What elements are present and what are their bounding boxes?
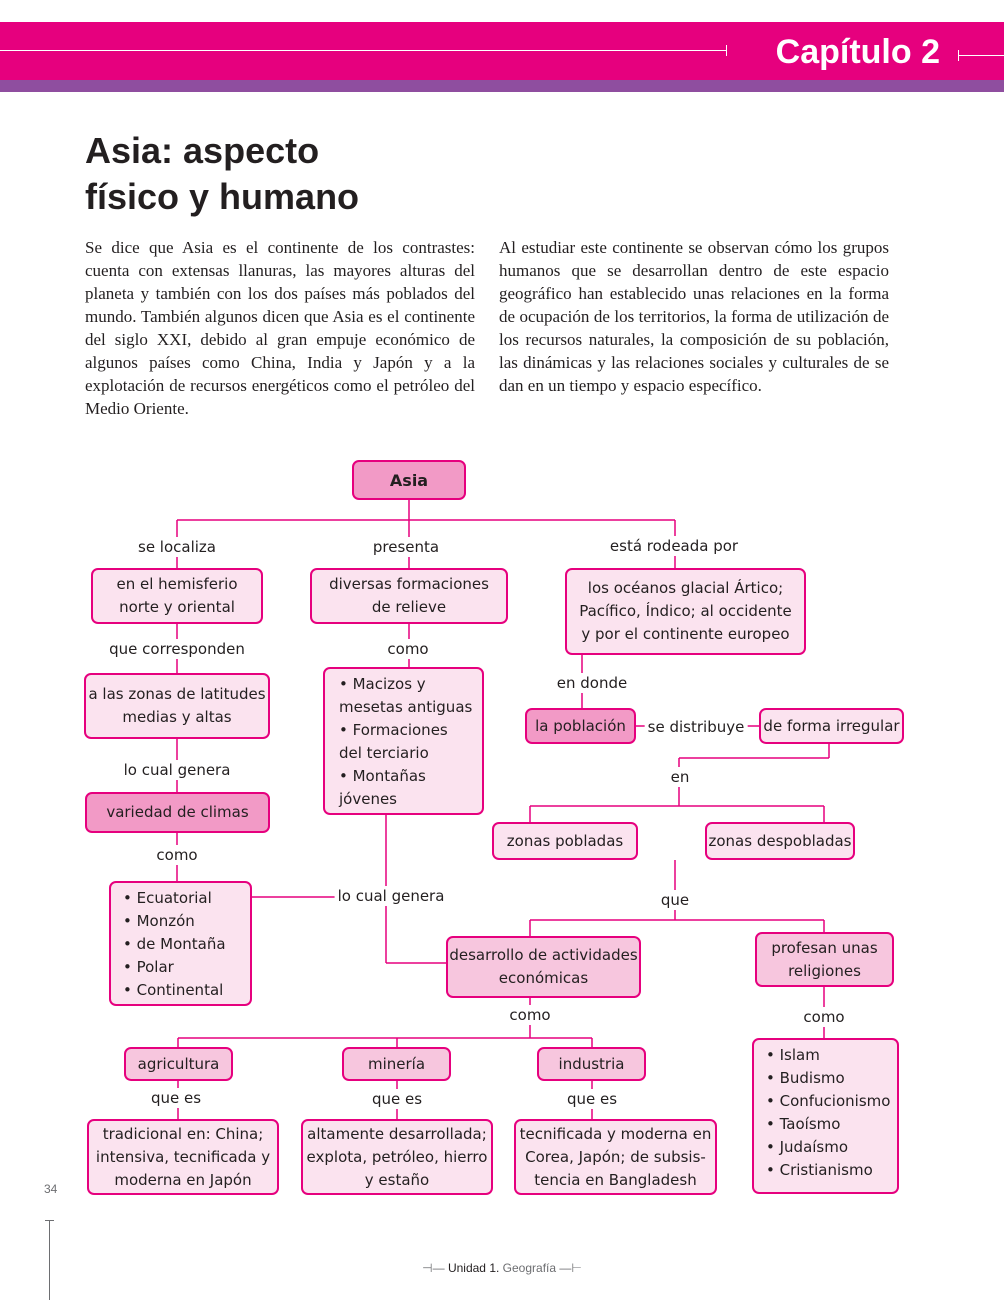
label-lo-cual-genera-2: lo cual genera <box>335 886 448 906</box>
label-como-actividades: como <box>506 1005 553 1025</box>
footer-rule-right: —⊢ <box>559 1261 582 1275</box>
node-religiones: profesan unas religiones <box>755 932 894 987</box>
title-line-1: Asia: aspecto <box>85 130 320 171</box>
footer-unit <box>0 1261 1004 1275</box>
node-religiones-list: • Islam • Budismo • Confucionismo • Taoísmo • Judaísmo • Cristianismo <box>752 1038 899 1194</box>
label-que-es-industria: que es <box>564 1089 620 1109</box>
title-line-2: físico y humano <box>85 176 360 217</box>
node-irregular: de forma irregular <box>759 708 904 744</box>
node-relieve: diversas formaciones de relieve <box>310 568 508 624</box>
node-zonas-despobladas: zonas despobladas <box>705 822 855 860</box>
node-hemisferio: en el hemisferio norte y oriental <box>91 568 263 624</box>
node-actividades: desarrollo de actividades económicas <box>446 936 641 998</box>
node-poblacion: la población <box>525 708 636 744</box>
margin-rule-tick <box>45 1220 54 1221</box>
node-zonas-pobladas: zonas pobladas <box>492 822 638 860</box>
label-como-religiones: como <box>800 1007 847 1027</box>
node-mineria-desc: altamente desarrollada; explota, petróleo, hierro y estaño <box>301 1119 493 1195</box>
node-climas-list: • Ecuatorial • Monzón • de Montaña • Polar • Continental <box>109 881 252 1006</box>
node-variedad-climas: variedad de climas <box>85 792 270 833</box>
chapter-label: Capítulo 2 <box>775 33 940 71</box>
footer-unit-label: Unidad 1. <box>447 1261 500 1275</box>
intro-paragraph-1: Se dice que Asia es el continente de los contrastes: cuenta con extensas llanuras, las mayores alturas del planeta y también con los dos países más poblados del mundo. También algunos dicen que Asia es el continente del siglo XXI, debido al gran empuje económico de algunos países como China, India y Japón y a la explotación de recursos energéticos como el petróleo del Medio Oriente. <box>85 238 475 418</box>
intro-paragraph-2: Al estudiar este continente se observan cómo los grupos humanos que se desarrollan dentro de este espacio geográfico han establecido unas relaciones en la forma de ocupación de los territorios, la forma de utilización de los recursos naturales, la composición de su población, las dinámicas y las relaciones sociales y culturales de se dan en un tiempo y espacio específico. <box>499 238 889 395</box>
label-presenta: presenta <box>370 537 442 557</box>
label-en: en <box>668 767 693 787</box>
label-se-localiza: se localiza <box>135 537 219 557</box>
label-que: que <box>658 890 692 910</box>
label-esta-rodeada: está rodeada por <box>607 536 741 556</box>
label-que-corresponden: que corresponden <box>106 639 248 659</box>
node-agricultura-desc: tradicional en: China; intensiva, tecnificada y moderna en Japón <box>87 1119 279 1195</box>
page-number: 34 <box>44 1182 58 1196</box>
footer-rule-left: ⊣— <box>422 1261 445 1275</box>
label-como-relieve: como <box>384 639 431 659</box>
label-que-es-mineria: que es <box>369 1089 425 1109</box>
node-agricultura: agricultura <box>124 1047 233 1081</box>
node-asia: Asia <box>352 460 466 500</box>
label-se-distribuye: se distribuye <box>645 717 748 737</box>
node-industria-desc: tecnificada y moderna en Corea, Japón; de subsis- tencia en Bangladesh <box>514 1119 717 1195</box>
node-latitudes: a las zonas de latitudes medias y altas <box>84 673 270 739</box>
node-oceanos: los océanos glacial Ártico; Pacífico, Índico; al occidente y por el continente europeo <box>565 568 806 655</box>
node-industria: industria <box>537 1047 646 1081</box>
node-mineria: minería <box>342 1047 451 1081</box>
margin-rule <box>49 1220 50 1300</box>
label-en-donde: en donde <box>554 673 630 693</box>
node-formaciones-list: • Macizos y mesetas antiguas • Formaciones del terciario • Montañas jóvenes <box>323 667 484 815</box>
label-que-es-agricultura: que es <box>148 1088 204 1108</box>
label-lo-cual-genera: lo cual genera <box>121 760 234 780</box>
label-como-climas: como <box>153 845 200 865</box>
footer-subject: Geografía <box>502 1261 557 1275</box>
